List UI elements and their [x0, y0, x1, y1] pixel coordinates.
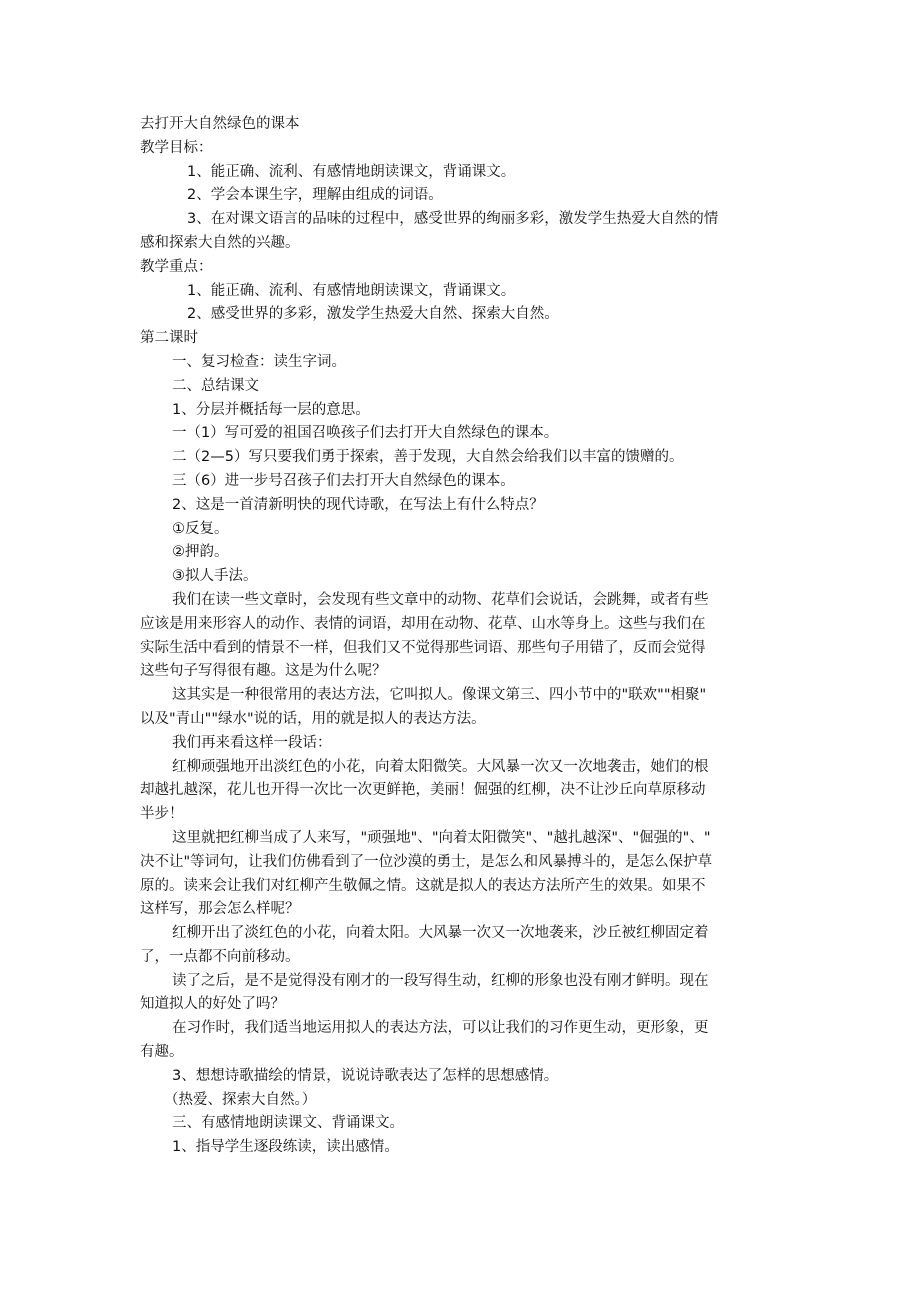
goal-item: 1、能正确、流利、有感情地朗读课文，背诵课文。 — [187, 163, 516, 180]
body-line: 2、这是一首清新明快的现代诗歌，在写法上有什么特点？ — [172, 496, 544, 513]
goals-heading: 教学目标： — [140, 139, 213, 156]
body-line: 1、指导学生逐段练读，读出感情。 — [172, 1139, 399, 1156]
body-line: 在习作时，我们适当地运用拟人的表达方法，可以让我们的习作更生动，更形象，更 — [172, 1020, 709, 1037]
body-line: 读了之后，是不是觉得没有刚才的一段写得生动，红柳的形象也没有刚才鲜明。现在 — [172, 972, 709, 989]
body-line: 半步！ — [140, 806, 184, 823]
body-line: 这样写，那会怎么样呢？ — [140, 901, 300, 918]
body-line: 决不让"等词句，让我们仿佛看到了一位沙漠的勇士，是怎么和风暴搏斗的，是怎么保护草 — [140, 853, 713, 870]
body-line: 红柳顽强地开出淡红色的小花，向着太阳微笑。大风暴一次又一次地袭击，她们的根 — [172, 758, 709, 775]
body-line: 这里就把红柳当成了人来写，"顽强地"、"向着太阳微笑"、"越扎越深"、"倔强的"、" — [172, 829, 711, 846]
body-line: 有趣。 — [140, 1044, 184, 1061]
body-line: （热爱、探索大自然。） — [164, 1091, 317, 1108]
body-line: ②押韵。 — [172, 544, 229, 561]
body-line: 3、想想诗歌描绘的情景，说说诗歌表达了怎样的思想感情。 — [172, 1067, 559, 1084]
body-line: 实际生活中看到的情景不一样，但我们又不觉得那些词语、那些句子用错了，反而会觉得 — [140, 639, 706, 656]
body-line: 红柳开出了淡红色的小花，向着太阳。大风暴一次又一次地袭来，沙丘被红柳固定着 — [172, 925, 709, 942]
body-line: 一、复习检查：读生字词。 — [172, 353, 346, 370]
body-line: 了，一点都不向前移动。 — [140, 948, 300, 965]
key-heading: 教学重点： — [140, 258, 213, 275]
body-line: 这其实是一种很常用的表达方法，它叫拟人。像课文第三、四小节中的"联欢""相聚" — [172, 687, 707, 704]
body-line: ①反复。 — [172, 520, 229, 537]
body-line: 以及"青山""绿水"说的话，用的就是拟人的表达方法。 — [140, 710, 486, 727]
body-line: 三（6）进一步号召孩子们去打开大自然绿色的课本。 — [172, 472, 515, 489]
body-line: 应该是用来形容人的动作、表情的词语，却用在动物、花草、山水等身上。这些与我们在 — [140, 615, 706, 632]
goal-item-continued: 感和探索大自然的兴趣。 — [140, 234, 300, 251]
document-title: 去打开大自然绿色的课本 — [140, 116, 300, 132]
goal-item: 3、在对课文语言的品味的过程中，感受世界的绚丽多彩，激发学生热爱大自然的情 — [187, 211, 719, 228]
lesson-heading: 第二课时 — [140, 330, 198, 347]
body-line: 我们在读一些文章时，会发现有些文章中的动物、花草们会说话，会跳舞，或者有些 — [172, 591, 709, 608]
goal-item: 2、学会本课生字，理解由组成的词语。 — [187, 187, 443, 204]
body-line: 我们再来看这样一段话： — [172, 734, 332, 751]
body-line: 知道拟人的好处了吗？ — [140, 996, 285, 1013]
key-point: 1、能正确、流利、有感情地朗读课文，背诵课文。 — [187, 282, 516, 299]
body-line: 二（2—5）写只要我们勇于探索，善于发现，大自然会给我们以丰富的馈赠的。 — [172, 449, 684, 466]
body-line: 1、分层并概括每一层的意思。 — [172, 401, 370, 418]
body-line: 这些句子写得很有趣。这是为什么呢？ — [140, 663, 387, 680]
body-line: ③拟人手法。 — [172, 568, 258, 585]
key-point: 2、感受世界的多彩，激发学生热爱大自然、探索大自然。 — [187, 306, 559, 323]
body-line: 二、总结课文 — [172, 377, 259, 394]
body-line: 原的。读来会让我们对红柳产生敬佩之情。这就是拟人的表达方法所产生的效果。如果不 — [140, 877, 706, 894]
document-page — [140, 113, 790, 1160]
body-line: 一（1）写可爱的祖国召唤孩子们去打开大自然绿色的课本。 — [172, 425, 559, 442]
body-line: 三、有感情地朗读课文、背诵课文。 — [172, 1115, 404, 1132]
body-line: 却越扎越深，花儿也开得一次比一次更鲜艳，美丽！倔强的红柳，决不让沙丘向草原移动 — [140, 782, 706, 799]
